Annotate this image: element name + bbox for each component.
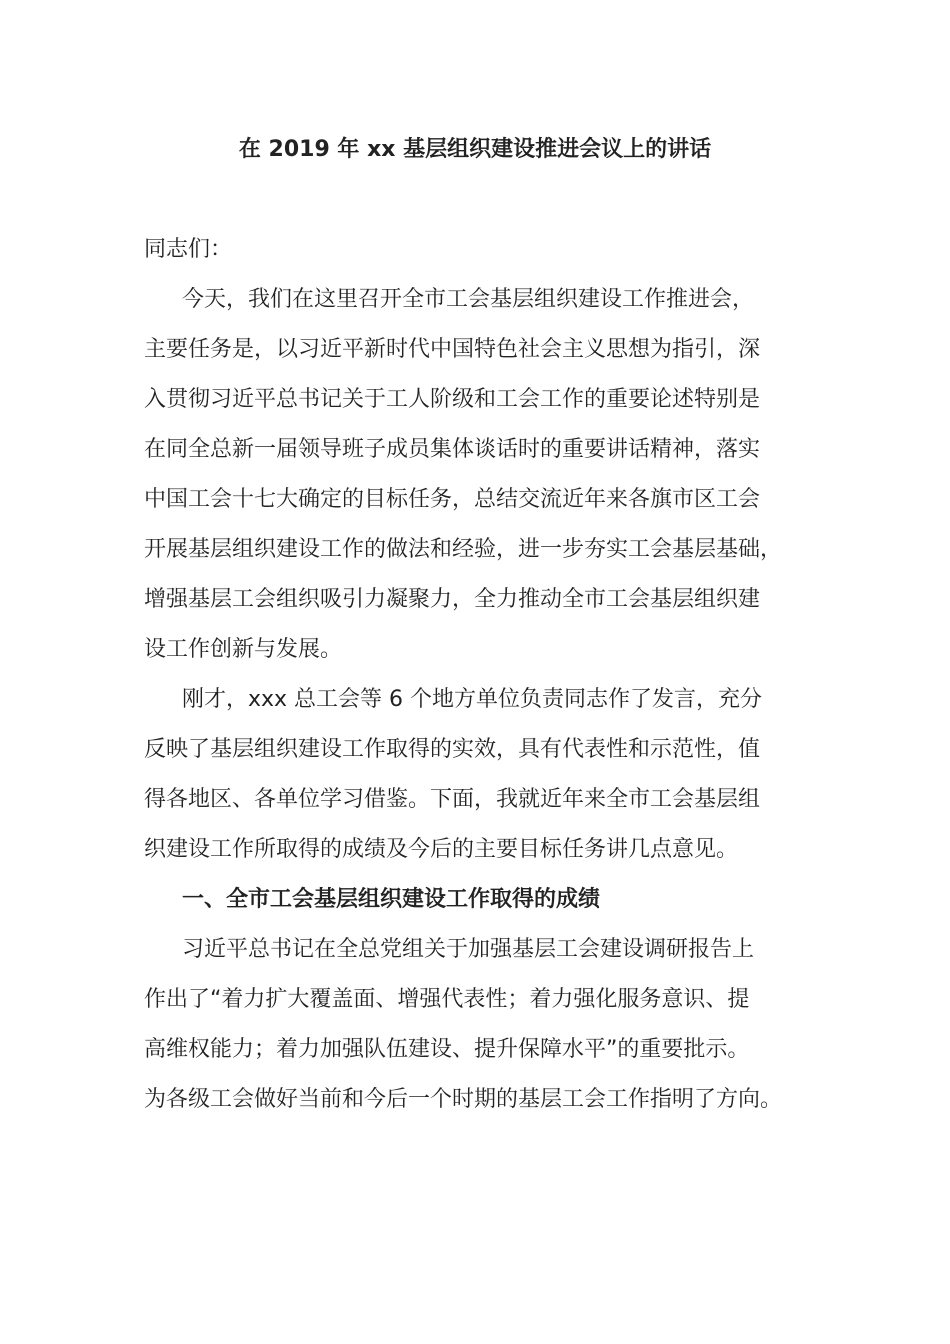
section-heading: 一、全市工会基层组织建设工作取得的成绩 <box>182 887 601 912</box>
paragraph-line: 为各级工会做好当前和今后一个时期的基层工会工作指明了方向。 <box>144 1087 783 1112</box>
paragraph-line: 入贯彻习近平总书记关于工人阶级和工会工作的重要论述特别是 <box>144 387 761 412</box>
document-body <box>144 225 810 1125</box>
paragraph-line: 反映了基层组织建设工作取得的实效，具有代表性和示范性，值 <box>144 737 761 762</box>
paragraph-line: 习近平总书记在全总党组关于加强基层工会建设调研报告上 <box>182 937 755 962</box>
paragraph-line: 主要任务是，以习近平新时代中国特色社会主义思想为指引，深 <box>144 337 761 362</box>
paragraph-line: 设工作创新与发展。 <box>144 637 343 662</box>
paragraph-line: 增强基层工会组织吸引力凝聚力，全力推动全市工会基层组织建 <box>144 587 761 612</box>
document-title: 在 2019 年 xx 基层组织建设推进会议上的讲话 <box>238 137 712 162</box>
salutation: 同志们： <box>144 237 233 262</box>
paragraph-line: 今天，我们在这里召开全市工会基层组织建设工作推进会， <box>182 287 755 312</box>
paragraph-line: 作出了“着力扩大覆盖面、增强代表性；着力强化服务意识、提 <box>144 987 750 1012</box>
paragraph-line: 得各地区、各单位学习借鉴。下面，我就近年来全市工会基层组 <box>144 787 761 812</box>
paragraph-line: 在同全总新一届领导班子成员集体谈话时的重要讲话精神，落实 <box>144 437 761 462</box>
paragraph-line: 开展基层组织建设工作的做法和经验，进一步夯实工会基层基础， <box>144 537 783 562</box>
paragraph-line: 高维权能力；着力加强队伍建设、提升保障水平”的重要批示。 <box>144 1037 750 1062</box>
paragraph-line: 刚才，xxx 总工会等 6 个地方单位负责同志作了发言，充分 <box>182 687 763 712</box>
paragraph-line: 织建设工作所取得的成绩及今后的主要目标任务讲几点意见。 <box>144 837 739 862</box>
paragraph-line: 中国工会十七大确定的目标任务，总结交流近年来各旗市区工会 <box>144 487 761 512</box>
